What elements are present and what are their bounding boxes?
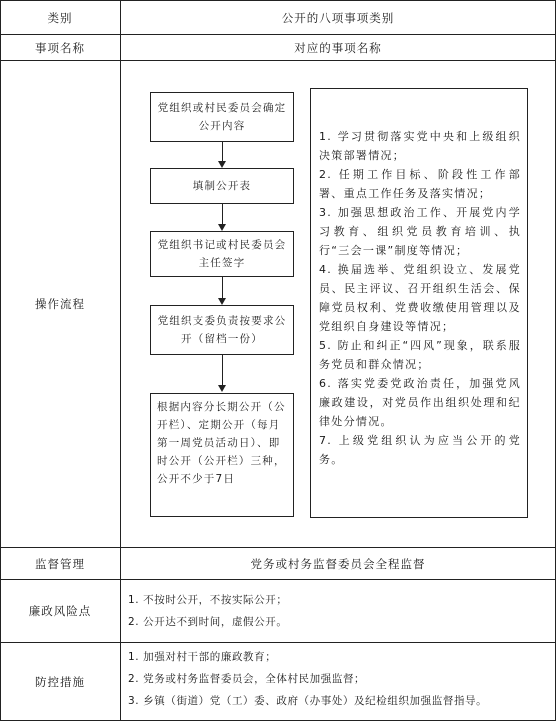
flow-step-4: 党组织支委负责按要求公开（留档一份） [150,305,294,355]
supervision-value: 党务或村务监督委员会全程监督 [250,556,426,571]
item-name-value: 对应的事项名称 [294,40,382,55]
list-item: 1. 加强对村干部的廉政教育； [128,651,277,663]
list-item: 5. 防止和纠正“四风”现象，联系服务党员和群众情况； [319,339,521,371]
list-item: 2. 任期工作目标、阶段性工作部署、重点工作任务及落实情况； [319,168,521,200]
flow-step-5: 根据内容分长期公开（公开栏）、定期公开（每月第一周党员活动日）、即时公开（公开栏）三种，公开不少于7日 [150,393,294,517]
list-item: 4. 换届选举、党组织设立、发展党员、民主评议、召开组织生活会、保障党员权利、党费收缴使用管理以及党组织自身建设等情况； [319,263,521,333]
list-item: 2. 党务或村务监督委员会，全体村民加强监督； [128,673,366,685]
prevention-list [128,646,487,712]
arrow-down-icon [218,298,226,305]
list-item: 1. 不按时公开，不按实际公开； [128,594,288,606]
risk-label: 廉政风险点 [28,604,92,618]
flow-step-1: 党组织或村民委员会确定公开内容 [150,92,294,142]
list-item: 7. 上级党组织认为应当公开的党务。 [319,434,521,466]
flow-step-3: 党组织书记或村民委员会主任签字 [150,231,294,277]
flow-arrow [222,277,223,299]
category-value: 公开的八项事项类别 [281,10,395,25]
supervision-label: 监督管理 [35,556,85,571]
flow-step-2: 填制公开表 [150,168,294,204]
process-label: 操作流程 [35,297,85,311]
list-item: 3. 乡镇（街道）党（工）委、政府（办事处）及纪检组织加强监督指导。 [128,695,488,707]
item-name-label: 事项名称 [35,40,85,55]
list-item: 3. 加强思想政治工作、开展党内学习教育、组织党员教育培训、执行“三会一课”制度等情况； [319,206,521,257]
flow-arrow [222,355,223,386]
flow-arrow [222,142,223,162]
arrow-down-icon [218,385,226,392]
disclosure-items-list [310,88,528,518]
category-label: 类别 [47,10,73,25]
arrow-down-icon [218,161,226,168]
flow-arrow [222,204,223,225]
prevention-label: 防控措施 [35,674,85,689]
list-item: 1. 学习贯彻落实党中央和上级组织决策部署情况； [319,130,521,162]
column-divider [120,0,121,721]
list-item: 6. 落实党委党政治责任，加强党风廉政建设，对党员作出组织处理和纪律处分情况。 [319,377,521,428]
arrow-down-icon [218,224,226,231]
list-item: 2. 公开达不到时间，虚假公开。 [128,616,288,628]
risk-list [128,589,287,633]
